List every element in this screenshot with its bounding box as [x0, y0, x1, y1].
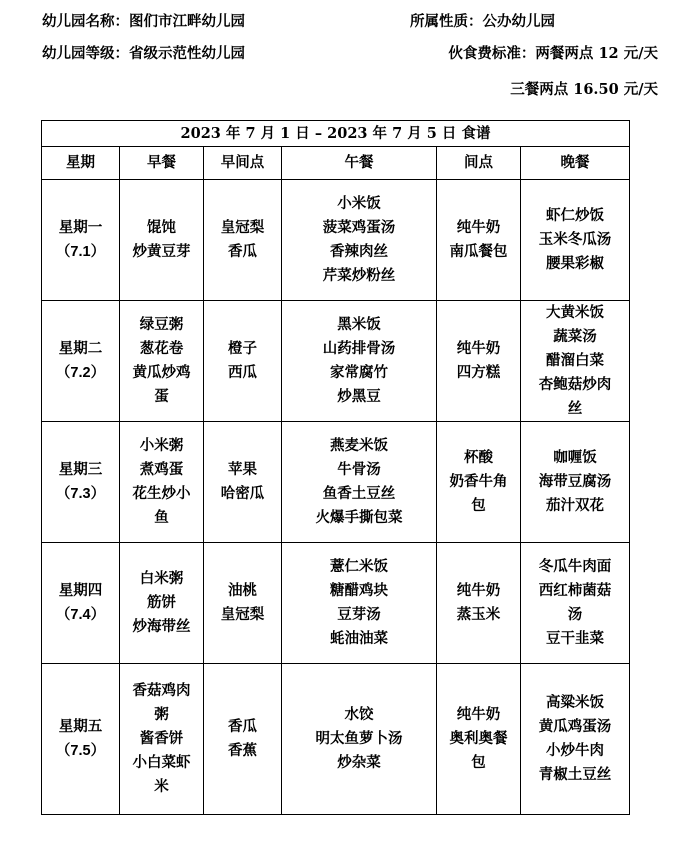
day-name: 星期一	[58, 219, 103, 236]
fee-value-three-meals: 三餐两点 16.50 元/天	[510, 81, 658, 98]
day-date: （7.3）	[55, 486, 106, 502]
menu-item: 煮鸡蛋	[139, 461, 184, 478]
dinner-cell	[521, 422, 630, 543]
day-date: （7.1）	[55, 244, 106, 260]
morning-snack-cell	[204, 664, 282, 815]
name-value: 图们市江畔幼儿园	[129, 13, 245, 30]
kindergarten-nature	[410, 13, 555, 31]
menu-item: 香瓜	[228, 243, 257, 260]
menu-item: 奥利奥餐	[449, 730, 508, 747]
menu-item: 杏鲍菇炒肉	[538, 376, 612, 393]
menu-item: 高粱米饭	[546, 694, 604, 711]
menu-item: 蚝油油菜	[330, 630, 388, 647]
morning-snack-cell	[204, 301, 282, 422]
table-title-row	[42, 121, 630, 147]
morning-snack-cell	[204, 180, 282, 301]
day-name: 星期二	[58, 340, 103, 357]
lunch-cell	[282, 422, 437, 543]
name-label: 幼儿园名称：	[42, 13, 129, 30]
level-value: 省级示范性幼儿园	[129, 45, 245, 62]
day-cell	[42, 301, 120, 422]
menu-item: 馄饨	[147, 219, 176, 236]
menu-item: 黄瓜鸡蛋汤	[538, 718, 612, 735]
afternoon-snack-cell	[437, 301, 521, 422]
kindergarten-name	[42, 13, 245, 31]
menu-item: 包	[471, 754, 486, 771]
menu-item: 小炒牛肉	[546, 742, 604, 759]
menu-item: 皇冠梨	[220, 606, 265, 623]
menu-item: 香蕉	[228, 742, 257, 759]
column-header: 午餐	[282, 147, 437, 180]
menu-item: 大黄米饭	[546, 304, 604, 321]
menu-item: 米	[154, 778, 169, 795]
menu-item: 炒海带丝	[132, 618, 191, 635]
menu-item: 明太鱼萝卜汤	[315, 730, 403, 747]
menu-item: 小米饭	[337, 195, 381, 212]
menu-item: 杯酸	[464, 449, 493, 466]
menu-item: 豆干韭菜	[546, 630, 604, 647]
menu-item: 小白菜虾	[132, 754, 191, 771]
menu-item: 燕麦米饭	[330, 437, 388, 454]
day-date: （7.4）	[55, 607, 106, 623]
menu-item: 西瓜	[228, 364, 257, 381]
menu-item: 绿豆粥	[139, 316, 184, 333]
menu-item: 西红柿菌菇	[538, 582, 612, 599]
menu-item: 纯牛奶	[456, 582, 501, 599]
menu-item: 牛骨汤	[337, 461, 381, 478]
weekly-menu-table	[41, 120, 630, 815]
menu-item: 糖醋鸡块	[330, 582, 388, 599]
lunch-cell	[282, 301, 437, 422]
menu-item: 玉米冬瓜汤	[538, 231, 612, 248]
fee-value-two-meals: 两餐两点 12 元/天	[535, 45, 658, 62]
menu-item: 丝	[567, 400, 583, 417]
column-header: 星期	[42, 147, 120, 180]
menu-item: 纯牛奶	[456, 706, 501, 723]
menu-item: 芹菜炒粉丝	[322, 267, 396, 284]
column-header: 晚餐	[521, 147, 630, 180]
menu-item: 蛋	[154, 388, 169, 405]
column-header: 间点	[437, 147, 521, 180]
menu-item: 醋溜白菜	[546, 352, 604, 369]
column-header: 早餐	[120, 147, 204, 180]
meal-fee-standard	[448, 45, 658, 63]
level-label: 幼儿园等级：	[42, 45, 129, 62]
day-cell	[42, 543, 120, 664]
menu-item: 纯牛奶	[456, 219, 501, 236]
menu-item: 蒸玉米	[456, 606, 501, 623]
menu-item: 豆芽汤	[337, 606, 381, 623]
lunch-cell	[282, 664, 437, 815]
menu-item: 哈密瓜	[220, 485, 265, 502]
day-name: 星期三	[58, 461, 103, 478]
menu-item: 油桃	[228, 582, 257, 599]
menu-item: 鱼香土豆丝	[322, 485, 396, 502]
day-name: 星期五	[58, 718, 103, 735]
menu-item: 菠菜鸡蛋汤	[322, 219, 396, 236]
dinner-cell	[521, 543, 630, 664]
table-row	[42, 180, 630, 301]
afternoon-snack-cell	[437, 422, 521, 543]
menu-item: 筋饼	[147, 594, 176, 611]
table-header-row	[42, 147, 630, 180]
afternoon-snack-cell	[437, 180, 521, 301]
menu-item: 苹果	[228, 461, 257, 478]
afternoon-snack-cell	[437, 664, 521, 815]
menu-item: 葱花卷	[139, 340, 184, 357]
menu-item: 香瓜	[228, 718, 257, 735]
menu-item: 炒黑豆	[337, 388, 381, 405]
day-date: （7.5）	[55, 743, 106, 759]
menu-item: 山药排骨汤	[322, 340, 396, 357]
menu-item: 小米粥	[139, 437, 184, 454]
menu-item: 香菇鸡肉	[132, 682, 191, 699]
menu-item: 纯牛奶	[456, 340, 501, 357]
menu-item: 汤	[567, 606, 583, 623]
dinner-cell	[521, 301, 630, 422]
menu-item: 蔬菜汤	[553, 328, 597, 345]
morning-snack-cell	[204, 422, 282, 543]
meal-fee-three-meals	[510, 81, 658, 99]
table-row	[42, 422, 630, 543]
day-cell	[42, 180, 120, 301]
breakfast-cell	[120, 422, 204, 543]
afternoon-snack-cell	[437, 543, 521, 664]
breakfast-cell	[120, 180, 204, 301]
menu-item: 水饺	[344, 706, 374, 723]
lunch-cell	[282, 180, 437, 301]
menu-item: 黑米饭	[337, 316, 381, 333]
day-name: 星期四	[58, 582, 103, 599]
column-header: 早间点	[204, 147, 282, 180]
breakfast-cell	[120, 664, 204, 815]
lunch-cell	[282, 543, 437, 664]
menu-rows	[42, 180, 630, 815]
menu-item: 鱼	[154, 509, 169, 526]
menu-item: 白米粥	[139, 570, 184, 587]
menu-item: 虾仁炒饭	[546, 207, 604, 224]
dinner-cell	[521, 664, 630, 815]
menu-item: 青椒土豆丝	[538, 766, 612, 783]
menu-item: 薏仁米饭	[330, 558, 388, 575]
menu-item: 冬瓜牛肉面	[538, 558, 612, 575]
menu-item: 酱香饼	[139, 730, 184, 747]
table-row	[42, 301, 630, 422]
table-row	[42, 543, 630, 664]
menu-item: 腰果彩椒	[546, 255, 604, 272]
day-cell	[42, 664, 120, 815]
menu-item: 南瓜餐包	[449, 243, 508, 260]
menu-item: 包	[471, 497, 486, 514]
nature-label: 所属性质：	[410, 13, 483, 30]
menu-item: 炒黄豆芽	[132, 243, 191, 260]
menu-item: 家常腐竹	[330, 364, 388, 381]
table-title: 2023 年 7 月 1 日 – 2023 年 7 月 5 日 食谱	[42, 121, 630, 147]
menu-item: 黄瓜炒鸡	[132, 364, 191, 381]
day-cell	[42, 422, 120, 543]
day-date: （7.2）	[55, 365, 106, 381]
nature-value: 公办幼儿园	[482, 13, 555, 30]
menu-item: 橙子	[228, 340, 257, 357]
menu-item: 海带豆腐汤	[538, 473, 612, 490]
menu-item: 皇冠梨	[220, 219, 265, 236]
menu-item: 粥	[154, 706, 169, 723]
menu-item: 茄汁双花	[546, 497, 604, 514]
breakfast-cell	[120, 543, 204, 664]
menu-item: 香辣肉丝	[330, 243, 388, 260]
morning-snack-cell	[204, 543, 282, 664]
menu-item: 咖喱饭	[553, 449, 597, 466]
kindergarten-level	[42, 45, 245, 63]
table-row	[42, 664, 630, 815]
menu-item: 奶香牛角	[449, 473, 508, 490]
menu-item: 炒杂菜	[337, 754, 381, 771]
menu-item: 花生炒小	[132, 485, 191, 502]
dinner-cell	[521, 180, 630, 301]
menu-item: 四方糕	[456, 364, 501, 381]
fee-label: 伙食费标准：	[448, 45, 536, 62]
menu-item: 火爆手撕包菜	[315, 509, 403, 526]
breakfast-cell	[120, 301, 204, 422]
